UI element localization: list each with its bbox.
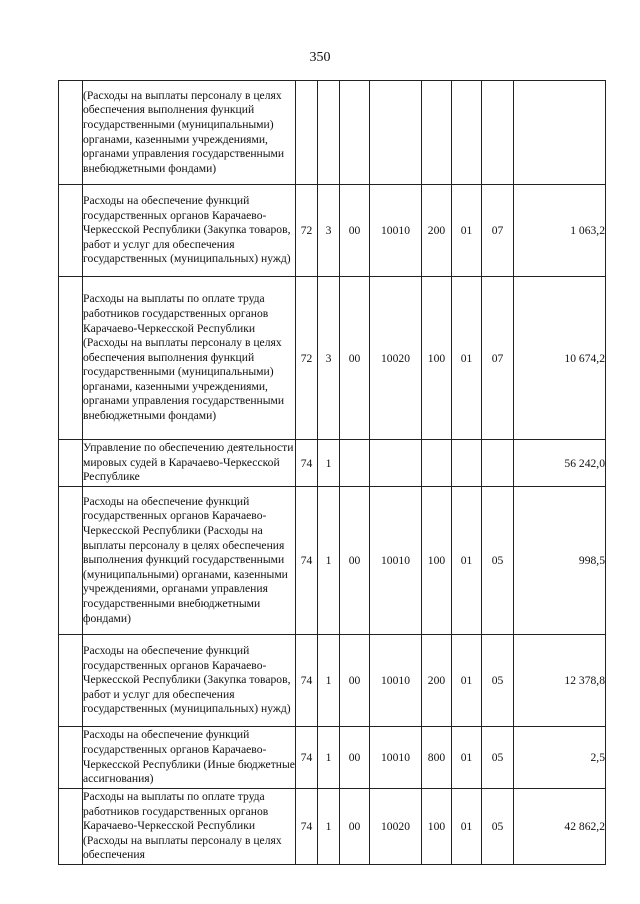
amount-cell: 12 378,8 xyxy=(514,635,606,727)
code-cell: 100 xyxy=(422,487,452,635)
page-number: 350 xyxy=(309,50,331,65)
code-cell: 74 xyxy=(296,789,318,865)
code-cell xyxy=(452,440,482,487)
table-row xyxy=(59,727,606,789)
code-cell: 100 xyxy=(422,277,452,440)
code-cell xyxy=(318,81,340,185)
description-cell: Расходы на обеспечение функций государственных органов Карачаево-Черкесской Республики (Иные бюджетные ассигнования) xyxy=(83,727,296,789)
code-cell: 07 xyxy=(482,277,514,440)
code-cell: 1 xyxy=(318,789,340,865)
description-cell: Расходы на выплаты по оплате труда работников государственных органов Карачаево-Черкесской Республики (Расходы на выплаты персоналу в целях обеспечения xyxy=(83,789,296,865)
amount-cell: 998,5 xyxy=(514,487,606,635)
code-cell: 74 xyxy=(296,440,318,487)
code-cell: 100 xyxy=(422,789,452,865)
code-cell: 05 xyxy=(482,487,514,635)
description-cell: Расходы на обеспечение функций государственных органов Карачаево-Черкесской Республики (Закупка товаров, работ и услуг для обеспечения государственных (муниципальных) нужд) xyxy=(83,635,296,727)
code-cell: 10020 xyxy=(370,789,422,865)
description-cell: (Расходы на выплаты персоналу в целях обеспечения выполнения функций государственными (муниципальными) органами, казенными учреждениями, органами управления государственными внебюджетными фондами) xyxy=(83,81,296,185)
code-cell xyxy=(482,81,514,185)
code-cell: 3 xyxy=(318,185,340,277)
code-cell: 72 xyxy=(296,277,318,440)
number-cell xyxy=(59,487,83,635)
amount-cell: 10 674,2 xyxy=(514,277,606,440)
code-cell: 74 xyxy=(296,727,318,789)
amount-cell: 2,5 xyxy=(514,727,606,789)
amount-cell: 1 063,2 xyxy=(514,185,606,277)
description-cell: Расходы на выплаты по оплате труда работников государственных органов Карачаево-Черкесской Республики (Расходы на выплаты персоналу в целях обеспечения выполнения функций государственными (муниципальными) органами, казенными учреждениями, органами управления государственными внебюджетными фондами) xyxy=(83,277,296,440)
description-cell: Управление по обеспечению деятельности мировых судей в Карачаево-Черкесской Республике xyxy=(83,440,296,487)
code-cell: 1 xyxy=(318,635,340,727)
code-cell: 200 xyxy=(422,185,452,277)
code-cell xyxy=(482,440,514,487)
code-cell xyxy=(370,440,422,487)
code-cell xyxy=(422,81,452,185)
number-cell xyxy=(59,635,83,727)
code-cell: 74 xyxy=(296,487,318,635)
amount-cell: 42 862,2 xyxy=(514,789,606,865)
code-cell: 05 xyxy=(482,635,514,727)
code-cell: 07 xyxy=(482,185,514,277)
table-row xyxy=(59,487,606,635)
code-cell xyxy=(422,440,452,487)
code-cell: 01 xyxy=(452,635,482,727)
code-cell: 01 xyxy=(452,185,482,277)
number-cell xyxy=(59,789,83,865)
code-cell xyxy=(340,81,370,185)
description-cell: Расходы на обеспечение функций государственных органов Карачаево-Черкесской Республики (Расходы на выплаты персоналу в целях обеспечения выполнения функций государственными (муниципальными) органами, казенными учреждениями, органами управления государственными внебюджетными фондами) xyxy=(83,487,296,635)
code-cell: 10010 xyxy=(370,635,422,727)
code-cell: 01 xyxy=(452,789,482,865)
amount-cell xyxy=(514,81,606,185)
number-cell xyxy=(59,277,83,440)
number-cell xyxy=(59,185,83,277)
code-cell: 05 xyxy=(482,789,514,865)
code-cell: 72 xyxy=(296,185,318,277)
code-cell: 00 xyxy=(340,789,370,865)
code-cell: 10020 xyxy=(370,277,422,440)
code-cell: 1 xyxy=(318,440,340,487)
table-row xyxy=(59,81,606,185)
table-row xyxy=(59,185,606,277)
code-cell: 200 xyxy=(422,635,452,727)
code-cell xyxy=(296,81,318,185)
code-cell: 00 xyxy=(340,277,370,440)
code-cell: 74 xyxy=(296,635,318,727)
code-cell xyxy=(340,440,370,487)
code-cell xyxy=(452,81,482,185)
budget-table xyxy=(58,80,606,865)
description-cell: Расходы на обеспечение функций государственных органов Карачаево-Черкесской Республики (Закупка товаров, работ и услуг для обеспечения государственных (муниципальных) нужд) xyxy=(83,185,296,277)
code-cell xyxy=(370,81,422,185)
code-cell: 00 xyxy=(340,727,370,789)
number-cell xyxy=(59,727,83,789)
code-cell: 05 xyxy=(482,727,514,789)
code-cell: 01 xyxy=(452,487,482,635)
code-cell: 3 xyxy=(318,277,340,440)
code-cell: 10010 xyxy=(370,185,422,277)
code-cell: 10010 xyxy=(370,727,422,789)
table-row xyxy=(59,277,606,440)
amount-cell: 56 242,0 xyxy=(514,440,606,487)
code-cell: 10010 xyxy=(370,487,422,635)
number-cell xyxy=(59,81,83,185)
table-row xyxy=(59,789,606,865)
code-cell: 00 xyxy=(340,185,370,277)
code-cell: 00 xyxy=(340,487,370,635)
code-cell: 1 xyxy=(318,727,340,789)
code-cell: 800 xyxy=(422,727,452,789)
code-cell: 01 xyxy=(452,277,482,440)
code-cell: 01 xyxy=(452,727,482,789)
code-cell: 00 xyxy=(340,635,370,727)
code-cell: 1 xyxy=(318,487,340,635)
number-cell xyxy=(59,440,83,487)
table-row xyxy=(59,440,606,487)
table-row xyxy=(59,635,606,727)
